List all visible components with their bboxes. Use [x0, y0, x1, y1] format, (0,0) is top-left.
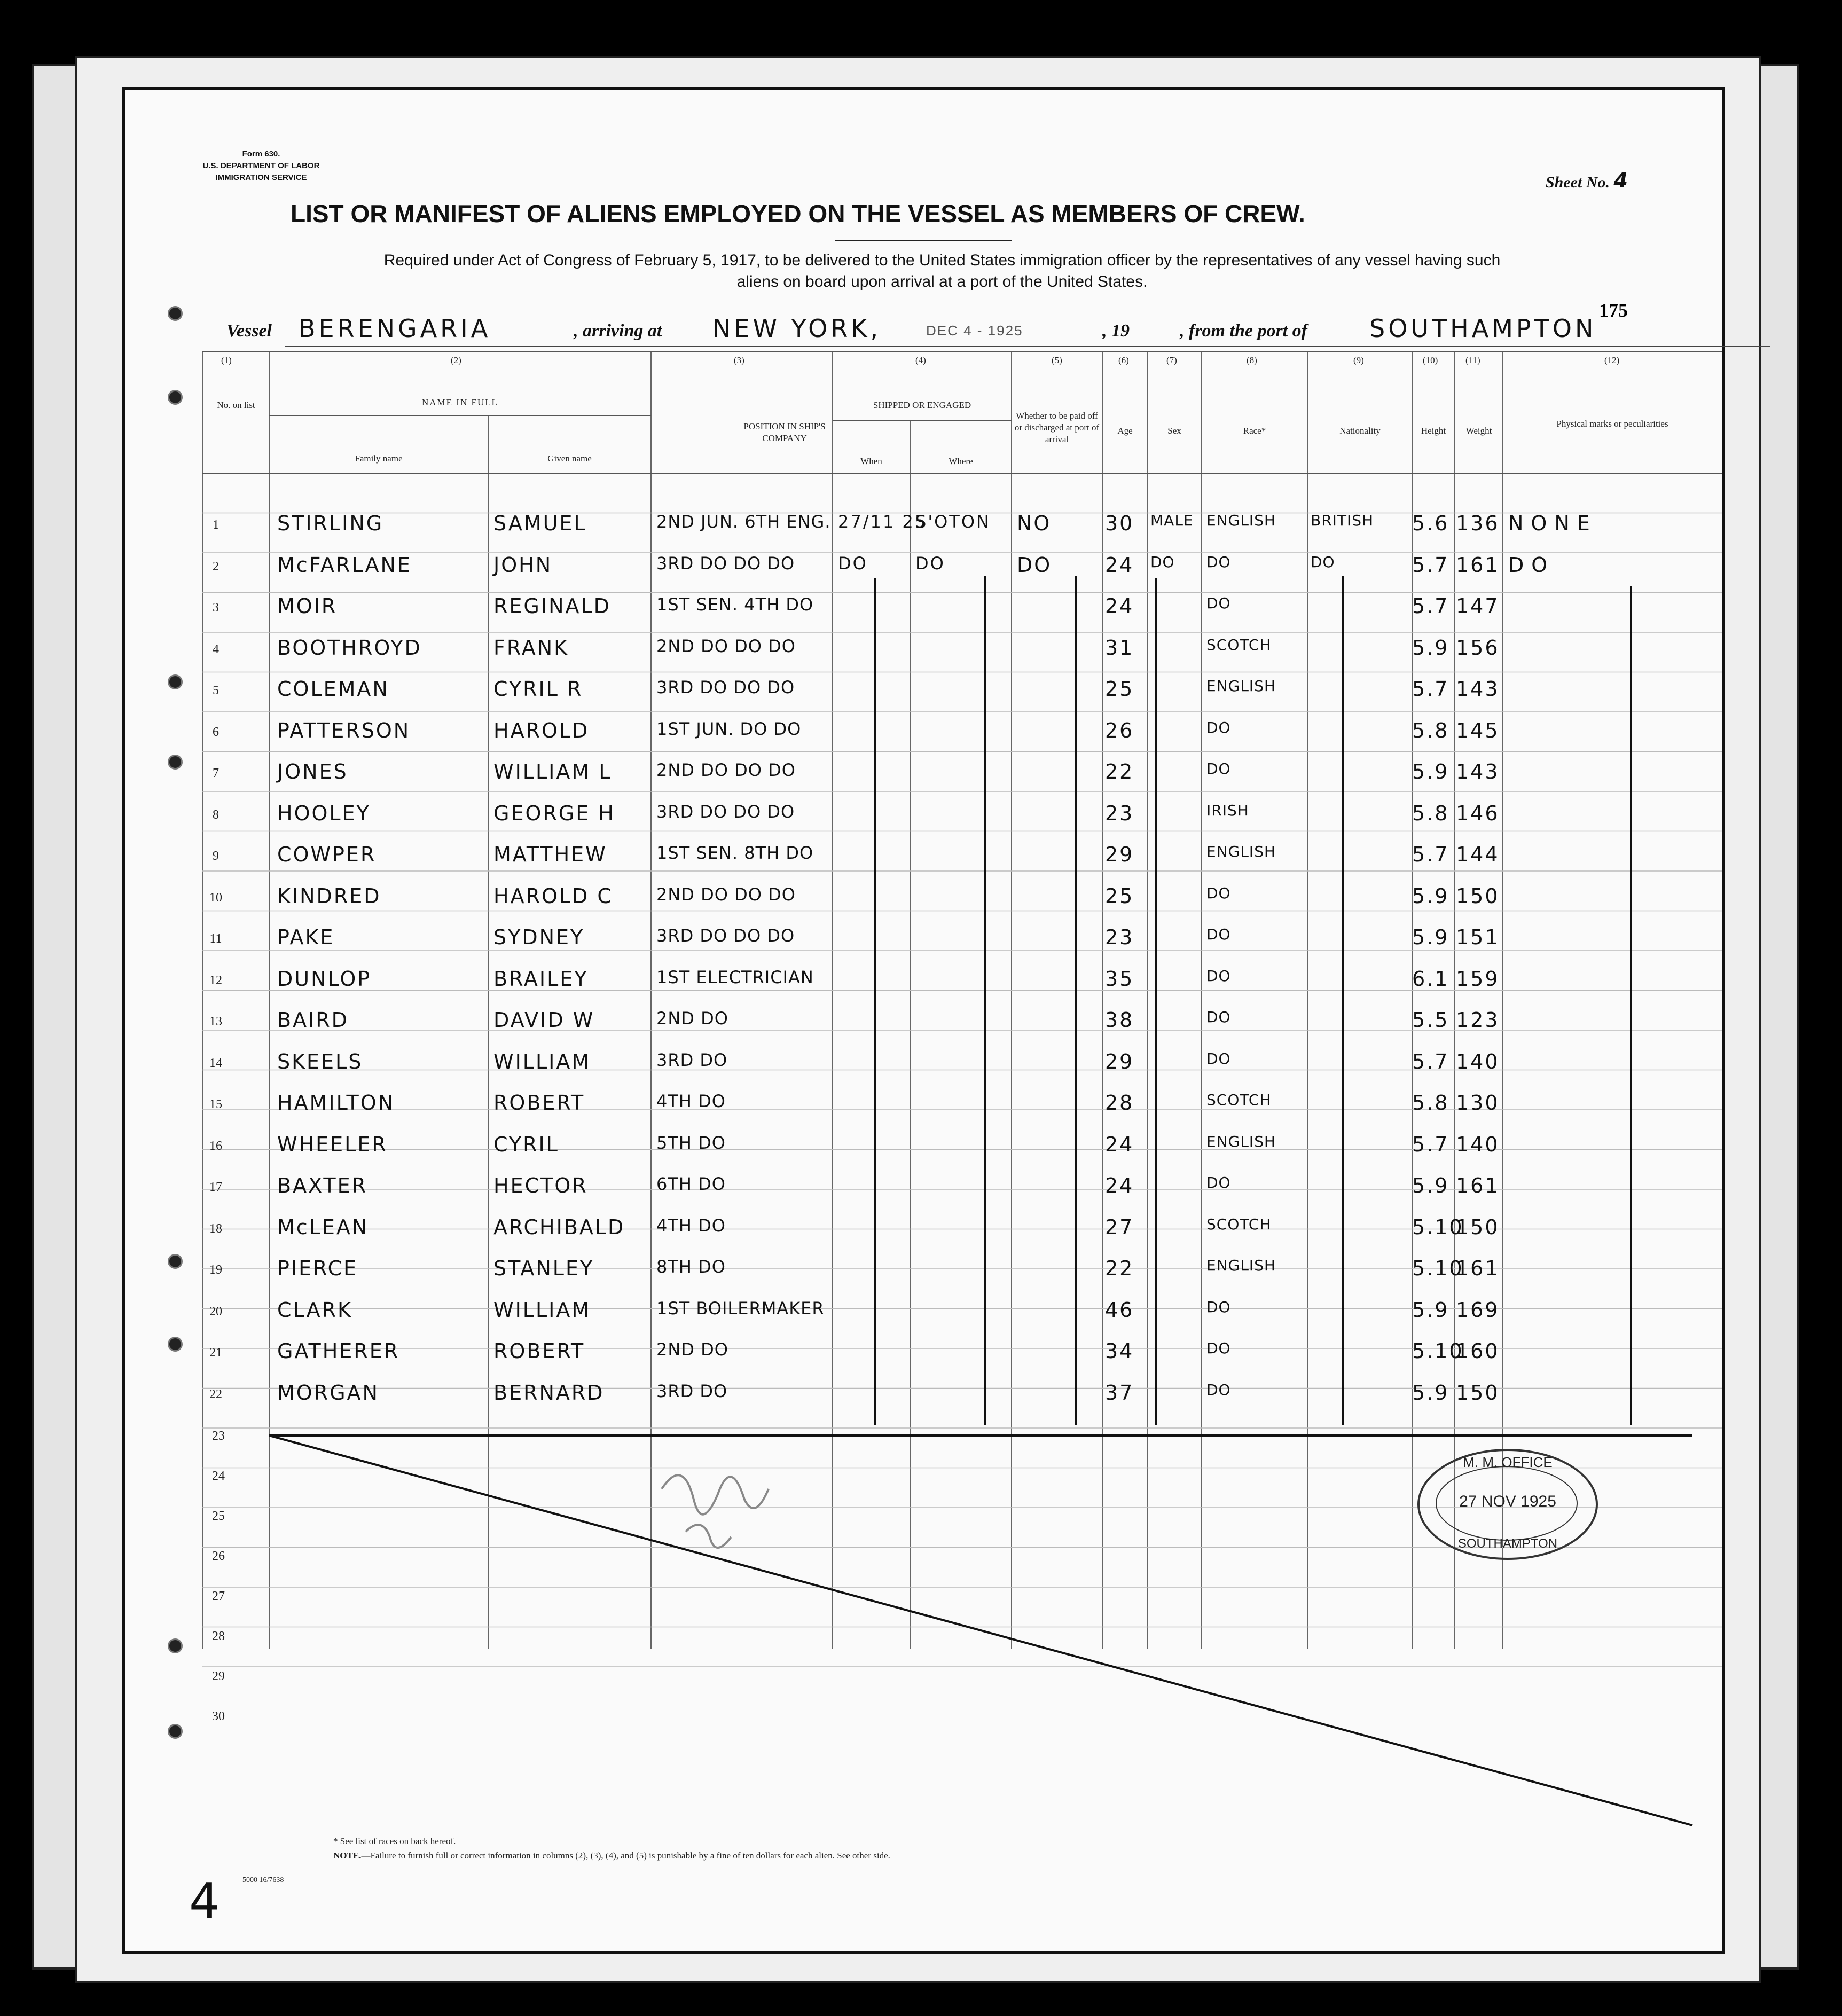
row-given: SAMUEL	[493, 512, 587, 535]
row-height: 5.7	[1412, 677, 1449, 701]
punch-hole	[168, 306, 183, 321]
row-family: COLEMAN	[277, 677, 389, 701]
row-no: 8	[213, 807, 219, 822]
row-age: 31	[1105, 636, 1134, 660]
header-given-name: Given name	[547, 453, 592, 464]
row-race: DO	[1206, 1174, 1231, 1191]
row-weight: 156	[1456, 636, 1500, 660]
row-race: ENGLISH	[1206, 677, 1276, 695]
vessel-name: BERENGARIA	[299, 314, 491, 343]
header-height: Height	[1421, 426, 1446, 436]
stamp-date: 27 NOV 1925	[1459, 1493, 1556, 1510]
header-where: Where	[949, 456, 973, 466]
row-height: 5.10	[1412, 1215, 1464, 1239]
row-position: 2ND DO DO DO	[656, 884, 796, 905]
row-paid: NO	[1017, 512, 1052, 535]
row-age: 38	[1105, 1008, 1134, 1032]
row-race: DO	[1206, 967, 1231, 985]
row-given: WILLIAM	[493, 1298, 591, 1322]
row-given: BERNARD	[493, 1380, 605, 1405]
row-race: ENGLISH	[1206, 1257, 1276, 1274]
row-age: 24	[1105, 594, 1134, 618]
col-num: (7)	[1166, 355, 1177, 365]
row-race: DO	[1206, 1380, 1231, 1399]
row-weight: 169	[1456, 1298, 1500, 1322]
row-no: 18	[209, 1221, 222, 1236]
row-given: ROBERT	[493, 1091, 585, 1115]
row-weight: 147	[1456, 594, 1500, 618]
row-age: 24	[1105, 1174, 1134, 1197]
row-age: 24	[1105, 553, 1134, 577]
footer-note	[333, 1850, 890, 1861]
stamp-bottom: SOUTHAMPTON	[1457, 1536, 1558, 1551]
row-given: CYRIL R	[493, 677, 583, 701]
row-no: 14	[209, 1056, 222, 1070]
grid-verticals	[202, 351, 1503, 1649]
row-family: PIERCE	[277, 1257, 358, 1280]
row-family: McLEAN	[277, 1215, 369, 1239]
row-no: 12	[209, 973, 222, 987]
row-no: 29	[212, 1669, 225, 1683]
row-position: 3RD DO DO DO	[656, 677, 795, 697]
row-race: SCOTCH	[1206, 1091, 1272, 1109]
row-position: 1ST ELECTRICIAN	[656, 967, 814, 987]
row-given: WILLIAM	[493, 1049, 591, 1073]
header-name-in-full: NAME IN FULL	[422, 397, 498, 407]
row-given: STANLEY	[493, 1257, 594, 1280]
row-no: 9	[213, 849, 219, 863]
stamp-top: M. M. OFFICE	[1463, 1454, 1553, 1470]
row-age: 23	[1105, 925, 1134, 949]
row-family: MORGAN	[277, 1380, 379, 1405]
punch-hole	[168, 1254, 183, 1269]
row-age: 30	[1105, 512, 1134, 535]
row-no: 7	[213, 766, 219, 780]
row-age: 28	[1105, 1091, 1134, 1115]
row-height: 5.9	[1412, 760, 1449, 783]
row-given: HAROLD	[493, 718, 590, 742]
header-race: Race*	[1243, 426, 1266, 436]
row-family: BAXTER	[277, 1174, 368, 1197]
row-no: 16	[209, 1139, 222, 1153]
row-given: REGINALD	[493, 594, 611, 618]
row-given: JOHN	[493, 553, 553, 577]
arrival-port: NEW YORK,	[712, 314, 882, 343]
row-position: 2ND DO	[656, 1339, 728, 1360]
row-height: 5.5	[1412, 1008, 1449, 1032]
row-no: 6	[213, 725, 219, 739]
date-stamp: DEC 4 - 1925	[926, 323, 1023, 339]
row-height: 5.9	[1412, 1298, 1449, 1322]
row-height: 5.6	[1412, 512, 1449, 535]
row-height: 5.9	[1412, 636, 1449, 660]
signature-scribble	[662, 1475, 769, 1548]
row-family: HAMILTON	[277, 1091, 395, 1115]
row-position: 2ND DO DO DO	[656, 636, 796, 656]
row-no: 10	[209, 890, 222, 905]
row-age: 24	[1105, 1132, 1134, 1156]
row-family: STIRLING	[277, 512, 384, 535]
row-no: 28	[212, 1629, 225, 1643]
row-family: KINDRED	[277, 884, 381, 908]
row-position: 1ST BOILERMAKER	[656, 1298, 825, 1319]
header-when: When	[860, 456, 882, 466]
row-given: GEORGE H	[493, 801, 615, 825]
row-age: 25	[1105, 677, 1134, 701]
row-age: 29	[1105, 843, 1134, 866]
row-given: BRAILEY	[493, 967, 589, 991]
row-position: 2ND DO	[656, 1008, 728, 1029]
col-num: (3)	[734, 355, 744, 365]
header-age: Age	[1117, 426, 1133, 436]
row-when: 27/11 25	[838, 512, 928, 532]
row-no: 4	[213, 642, 219, 656]
row-weight: 146	[1456, 801, 1500, 825]
year-label: , 19	[1102, 321, 1130, 341]
row-age: 25	[1105, 884, 1134, 908]
row-sex: MALE	[1150, 512, 1194, 529]
row-given: ROBERT	[493, 1339, 585, 1363]
row-no: 3	[213, 601, 219, 615]
row-position: 2ND JUN. 6TH ENG.	[656, 512, 831, 532]
row-family: PAKE	[277, 925, 335, 949]
col-num: (9)	[1353, 355, 1364, 365]
row-race: IRISH	[1206, 801, 1249, 819]
row-family: BOOTHROYD	[277, 636, 422, 660]
row-weight: 161	[1456, 1257, 1500, 1280]
arriving-label: , arriving at	[574, 321, 662, 341]
row-given: HAROLD C	[493, 884, 613, 908]
from-port: SOUTHAMPTON	[1369, 314, 1597, 343]
header-nationality: Nationality	[1339, 426, 1381, 436]
row-marks: DO	[1508, 553, 1555, 577]
vessel-label: Vessel	[226, 321, 272, 341]
row-family: HOOLEY	[277, 801, 371, 825]
row-given: DAVID W	[493, 1008, 595, 1032]
mm-office-stamp	[1417, 1449, 1598, 1560]
row-marks: NONE	[1508, 512, 1597, 535]
row-no: 24	[212, 1469, 225, 1483]
header-no-on-list: No. on list	[217, 400, 255, 410]
row-no: 23	[212, 1429, 225, 1443]
row-weight: 150	[1456, 884, 1500, 908]
header-shipped: SHIPPED OR ENGAGED	[873, 400, 971, 410]
row-weight: 123	[1456, 1008, 1500, 1032]
row-position: 2ND DO DO DO	[656, 760, 796, 780]
row-height: 5.9	[1412, 925, 1449, 949]
row-where: DO	[915, 553, 945, 574]
page-title: LIST OR MANIFEST OF ALIENS EMPLOYED ON THE VESSEL AS MEMBERS OF CREW.	[291, 200, 1305, 228]
col-num: (1)	[221, 355, 232, 365]
row-weight: 130	[1456, 1091, 1500, 1115]
row-weight: 143	[1456, 760, 1500, 783]
row-position: 1ST SEN. 8TH DO	[656, 843, 814, 863]
col-num: (2)	[451, 355, 461, 365]
row-when: DO	[838, 553, 868, 574]
row-given: MATTHEW	[493, 843, 607, 866]
punch-hole	[168, 1638, 183, 1653]
row-height: 5.10	[1412, 1257, 1464, 1280]
row-position: 3RD DO	[656, 1049, 728, 1070]
row-height: 5.7	[1412, 843, 1449, 866]
row-no: 27	[212, 1589, 225, 1603]
row-race: DO	[1206, 553, 1231, 571]
row-weight: 159	[1456, 967, 1500, 991]
row-age: 23	[1105, 801, 1134, 825]
row-position: 3RD DO DO DO	[656, 553, 795, 574]
row-age: 27	[1105, 1215, 1134, 1239]
row-sex: DO	[1150, 553, 1175, 571]
col-num: (11)	[1465, 355, 1480, 365]
row-height: 5.9	[1412, 1174, 1449, 1197]
row-family: BAIRD	[277, 1008, 349, 1032]
row-weight: 151	[1456, 925, 1500, 949]
note-text: —Failure to furnish full or correct information in columns (2), (3), (4), and (5) is punishable by a fine of ten dollars for each alien. See other side.	[361, 1850, 890, 1861]
row-where: S'OTON	[915, 512, 991, 532]
row-weight: 161	[1456, 553, 1500, 577]
punch-hole	[168, 390, 183, 405]
row-weight: 150	[1456, 1380, 1500, 1405]
row-no: 19	[209, 1263, 222, 1277]
col-num: (12)	[1604, 355, 1620, 365]
row-weight: 143	[1456, 677, 1500, 701]
races-note: * See list of races on back hereof.	[333, 1836, 456, 1846]
form-number: Form 630.	[242, 150, 280, 159]
row-weight: 160	[1456, 1339, 1500, 1363]
row-race: DO	[1206, 718, 1231, 736]
row-position: 1ST JUN. DO DO	[656, 718, 802, 739]
note-label: NOTE.	[333, 1850, 362, 1861]
row-family: GATHERER	[277, 1339, 400, 1363]
col-num: (8)	[1247, 355, 1257, 365]
subtitle-line-1: Required under Act of Congress of February 5, 1917, to be delivered to the United States immigration officer by the representatives of any vessel having such	[383, 252, 1501, 269]
row-position: 3RD DO DO DO	[656, 925, 795, 946]
row-given: CYRIL	[493, 1132, 559, 1156]
row-given: HECTOR	[493, 1174, 588, 1197]
row-race: SCOTCH	[1206, 636, 1272, 654]
row-race: DO	[1206, 925, 1231, 943]
col-num: (4)	[915, 355, 926, 365]
row-family: WHEELER	[277, 1132, 388, 1156]
row-family: JONES	[277, 760, 348, 783]
row-family: PATTERSON	[277, 718, 411, 742]
row-height: 5.9	[1412, 1380, 1449, 1405]
row-position: 8TH DO	[656, 1257, 726, 1277]
row-age: 46	[1105, 1298, 1134, 1322]
row-no: 1	[213, 518, 219, 532]
row-family: CLARK	[277, 1298, 352, 1322]
row-race: SCOTCH	[1206, 1215, 1272, 1233]
row-race: DO	[1206, 1049, 1231, 1068]
row-position: 1ST SEN. 4TH DO	[656, 594, 814, 615]
row-height: 6.1	[1412, 967, 1449, 991]
row-family: COWPER	[277, 843, 377, 866]
row-no: 30	[212, 1709, 225, 1723]
sheet-label: Sheet No.	[1546, 174, 1610, 191]
row-no: 13	[209, 1015, 222, 1029]
row-position: 3RD DO	[656, 1380, 728, 1401]
row-nationality: DO	[1311, 553, 1335, 571]
row-race: DO	[1206, 760, 1231, 778]
row-weight: 145	[1456, 718, 1500, 742]
row-height: 5.7	[1412, 1132, 1449, 1156]
row-age: 35	[1105, 967, 1134, 991]
row-no: 5	[213, 684, 219, 697]
row-family: McFARLANE	[277, 553, 412, 577]
row-race: DO	[1206, 1298, 1231, 1316]
row-height: 5.7	[1412, 553, 1449, 577]
col-num: (10)	[1423, 355, 1438, 365]
row-given: WILLIAM L	[493, 760, 612, 783]
row-height: 5.7	[1412, 594, 1449, 618]
row-given: FRANK	[493, 636, 569, 660]
row-no: 25	[212, 1509, 225, 1523]
header-position: POSITION IN SHIP'S COMPANY	[743, 421, 826, 443]
row-weight: 161	[1456, 1174, 1500, 1197]
row-no: 26	[212, 1549, 225, 1563]
from-port-label: , from the port of	[1180, 321, 1307, 341]
header-physical: Physical marks or peculiarities	[1556, 419, 1668, 429]
row-weight: 150	[1456, 1215, 1500, 1239]
header-weight: Weight	[1465, 426, 1492, 436]
page-number: 175	[1599, 300, 1628, 321]
row-position: 4TH DO	[656, 1091, 726, 1111]
row-position: 5TH DO	[656, 1132, 726, 1153]
service: IMMIGRATION SERVICE	[215, 173, 307, 182]
row-no: 22	[209, 1387, 222, 1401]
row-weight: 144	[1456, 843, 1500, 866]
subtitle-line-2: aliens on board upon arrival at a port of the United States.	[736, 273, 1148, 291]
row-family: MOIR	[277, 594, 338, 618]
row-position: 6TH DO	[656, 1174, 726, 1194]
row-weight: 140	[1456, 1132, 1500, 1156]
manifest-sheet	[122, 87, 1725, 1954]
header-paid-off: Whether to be paid off or discharged at port of arrival	[1014, 411, 1100, 444]
row-age: 26	[1105, 718, 1134, 742]
row-no: 20	[209, 1304, 222, 1319]
row-given: ARCHIBALD	[493, 1215, 625, 1239]
ditto-lines	[875, 576, 1631, 1425]
sheet-number-value: 4	[1613, 169, 1631, 192]
row-family: SKEELS	[277, 1049, 363, 1073]
row-position: 4TH DO	[656, 1215, 726, 1236]
header-sex: Sex	[1167, 426, 1181, 436]
department: U.S. DEPARTMENT OF LABOR	[202, 161, 320, 170]
row-given: SYDNEY	[493, 925, 585, 949]
row-race: ENGLISH	[1206, 843, 1276, 860]
row-race: ENGLISH	[1206, 1132, 1276, 1150]
row-family: DUNLOP	[277, 967, 372, 991]
col-num: (6)	[1118, 355, 1129, 365]
row-race: DO	[1206, 1339, 1231, 1357]
row-height: 5.8	[1412, 1091, 1449, 1115]
row-height: 5.9	[1412, 884, 1449, 908]
col-num: (5)	[1052, 355, 1062, 365]
row-height: 5.8	[1412, 718, 1449, 742]
row-position: 3RD DO DO DO	[656, 801, 795, 822]
row-nationality: BRITISH	[1311, 512, 1374, 529]
print-code: 5000 16/7638	[242, 1876, 284, 1884]
corner-handwritten-mark: 4	[189, 1873, 223, 1929]
row-age: 22	[1105, 1257, 1134, 1280]
punch-hole	[168, 1337, 183, 1352]
punch-hole	[168, 755, 183, 770]
row-no: 15	[209, 1097, 222, 1111]
row-height: 5.10	[1412, 1339, 1464, 1363]
punch-hole	[168, 1724, 183, 1739]
header-family-name: Family name	[355, 453, 403, 464]
row-weight: 140	[1456, 1049, 1500, 1073]
row-no: 11	[209, 932, 222, 946]
row-race: DO	[1206, 1008, 1231, 1026]
row-no: 2	[213, 559, 219, 574]
row-height: 5.8	[1412, 801, 1449, 825]
row-race: ENGLISH	[1206, 512, 1276, 529]
row-no: 17	[209, 1180, 222, 1194]
row-height: 5.7	[1412, 1049, 1449, 1073]
row-race: DO	[1206, 884, 1231, 902]
row-age: 29	[1105, 1049, 1134, 1073]
row-age: 34	[1105, 1339, 1134, 1363]
row-weight: 136	[1456, 512, 1500, 535]
row-race: DO	[1206, 594, 1231, 612]
row-age: 22	[1105, 760, 1134, 783]
row-no: 21	[209, 1346, 222, 1360]
row-paid: DO	[1017, 553, 1052, 577]
row-age: 37	[1105, 1380, 1134, 1405]
punch-hole	[168, 674, 183, 689]
